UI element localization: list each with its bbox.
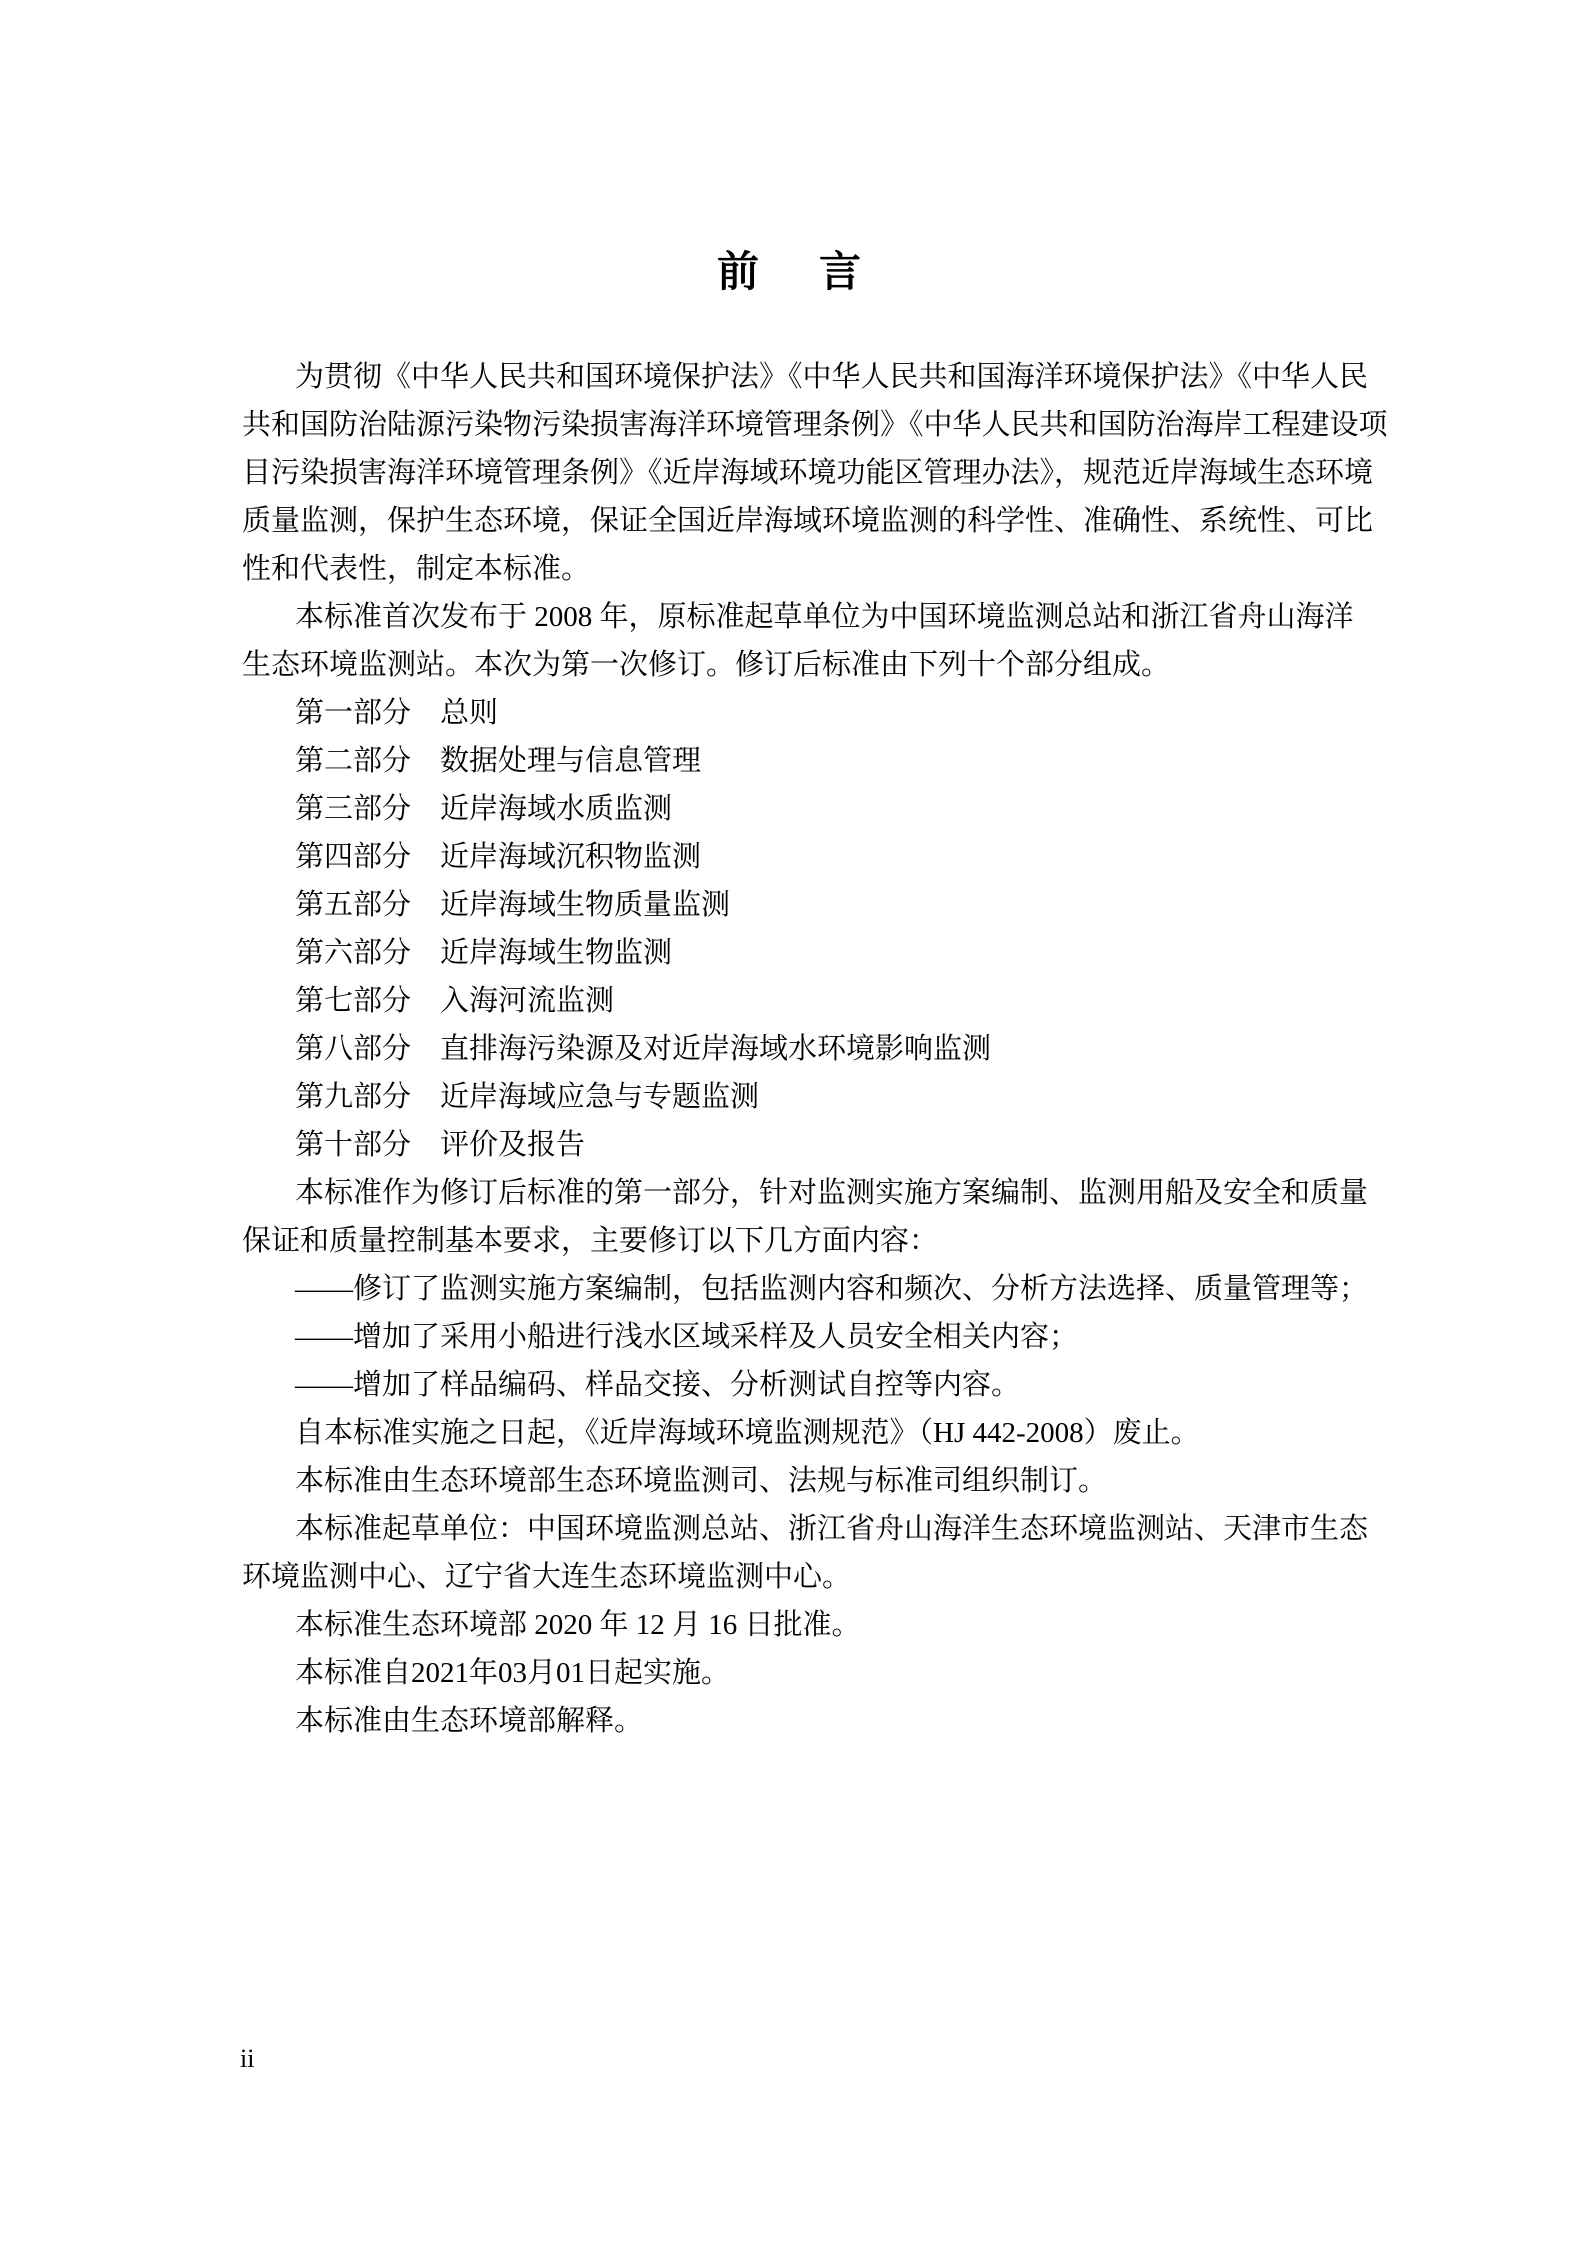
text-line: ——增加了采用小船进行浅水区域采样及人员安全相关内容； (295, 1321, 1079, 1353)
text-line: 本标准生态环境部 2020 年 12 月 16 日批准。 (295, 1609, 861, 1641)
text-line: 第二部分 数据处理与信息管理 (295, 745, 702, 777)
text-line: 第八部分 直排海污染源及对近岸海域水环境影响监测 (295, 1033, 992, 1065)
text-line: 第十部分 评价及报告 (295, 1129, 586, 1161)
document-body (242, 353, 1404, 1745)
text-line: 第四部分 近岸海域沉积物监测 (295, 841, 702, 873)
text-line: 生态环境监测站。本次为第一次修订。修订后标准由下列十个部分组成。 (242, 649, 1171, 681)
text-line: 为贯彻《中华人民共和国环境保护法》《中华人民共和国海洋环境保护法》《中华人民 (295, 361, 1369, 393)
text-line: 本标准由生态环境部生态环境监测司、法规与标准司组织制订。 (295, 1465, 1108, 1497)
text-line: 第九部分 近岸海域应急与专题监测 (295, 1081, 760, 1113)
text-line: 第五部分 近岸海域生物质量监测 (295, 889, 731, 921)
text-line: 本标准起草单位：中国环境监测总站、浙江省舟山海洋生态环境监测站、天津市生态 (295, 1513, 1369, 1545)
text-line: 第六部分 近岸海域生物监测 (295, 937, 673, 969)
text-line: 第七部分 入海河流监测 (295, 985, 615, 1017)
text-line: 质量监测，保护生态环境，保证全国近岸海域环境监测的科学性、准确性、系统性、可比 (242, 505, 1374, 537)
text-line: 共和国防治陆源污染物污染损害海洋环境管理条例》《中华人民共和国防治海岸工程建设项 (242, 409, 1388, 441)
text-line: 本标准作为修订后标准的第一部分，针对监测实施方案编制、监测用船及安全和质量 (295, 1177, 1369, 1209)
text-line: 自本标准实施之日起，《近岸海域环境监测规范》（HJ 442-2008）废止。 (295, 1417, 1200, 1449)
text-line: 目污染损害海洋环境管理条例》《近岸海域环境功能区管理办法》，规范近岸海域生态环境 (242, 457, 1374, 489)
text-line: 第一部分 总则 (295, 697, 499, 729)
text-line: ——增加了样品编码、样品交接、分析测试自控等内容。 (295, 1369, 1021, 1401)
page-title: 前 言 (716, 248, 870, 295)
text-line: ——修订了监测实施方案编制，包括监测内容和频次、分析方法选择、质量管理等； (295, 1273, 1369, 1305)
text-line: 本标准首次发布于 2008 年，原标准起草单位为中国环境监测总站和浙江省舟山海洋 (295, 601, 1354, 633)
text-line: 保证和质量控制基本要求，主要修订以下几方面内容： (242, 1225, 939, 1257)
text-line: 本标准自2021年03月01日起实施。 (295, 1657, 731, 1689)
text-line: 环境监测中心、辽宁省大连生态环境监测中心。 (242, 1561, 852, 1593)
text-line: 性和代表性，制定本标准。 (242, 553, 591, 585)
page-number: ii (240, 2044, 255, 2073)
text-line: 本标准由生态环境部解释。 (295, 1705, 644, 1737)
text-line: 第三部分 近岸海域水质监测 (295, 793, 673, 825)
